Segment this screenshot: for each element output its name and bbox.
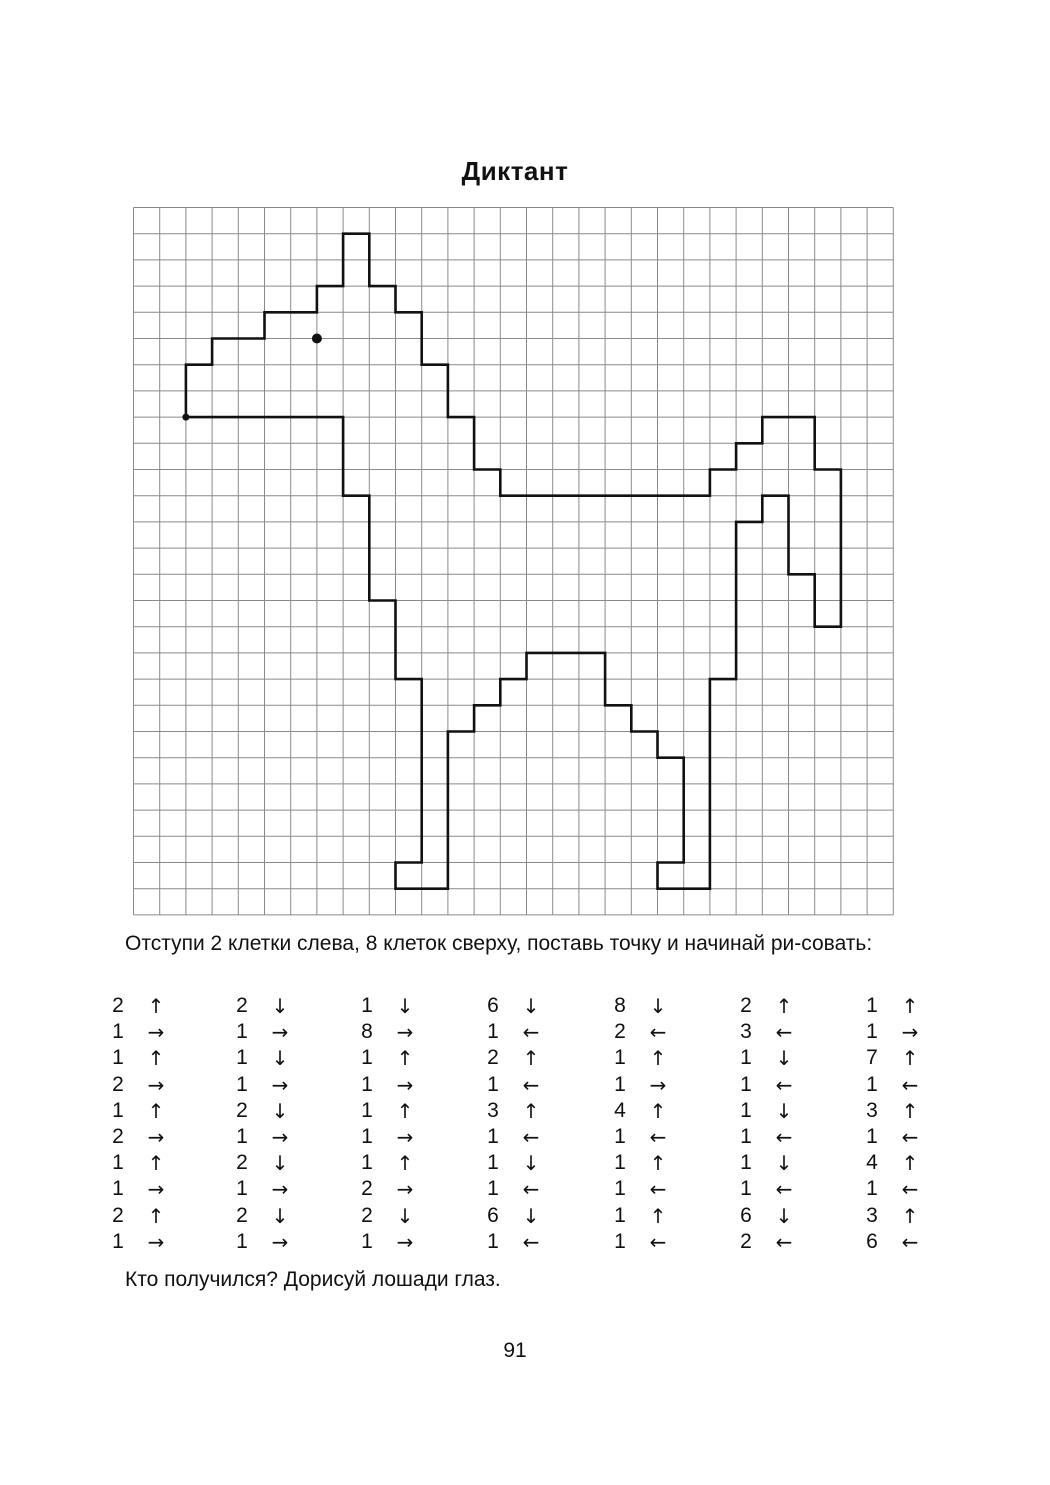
- arrow-up-icon: ↑: [522, 1098, 540, 1123]
- step-count: 1: [614, 1125, 626, 1148]
- step-count: 1: [361, 1125, 373, 1148]
- start-point-dot: [182, 414, 189, 421]
- step-count: 1: [361, 1151, 373, 1175]
- arrow-left-icon: ←: [522, 1020, 540, 1045]
- step-count: 3: [866, 1098, 878, 1122]
- step-count: 1: [487, 1151, 499, 1175]
- arrow-up-icon: ↑: [649, 1098, 667, 1123]
- arrow-down-icon: ↓: [396, 1203, 414, 1228]
- arrow-down-icon: ↓: [396, 994, 414, 1018]
- step-count: 1: [740, 1098, 752, 1122]
- step-count: 7: [866, 1046, 878, 1070]
- arrow-up-icon: ↑: [522, 1046, 540, 1071]
- step-count: 4: [866, 1151, 878, 1175]
- step-count: 1: [487, 1072, 499, 1096]
- arrow-down-icon: ↓: [649, 994, 667, 1018]
- step-count: 4: [614, 1098, 626, 1122]
- arrow-up-icon: ↑: [901, 1151, 919, 1176]
- arrow-up-icon: ↑: [147, 994, 165, 1018]
- instruction-text: Отступи 2 клетки слева, 8 клеток сверху, поставь точку и начинай ри-совать:: [125, 932, 873, 955]
- arrow-up-icon: ↑: [775, 994, 793, 1018]
- arrow-right-icon: →: [147, 1072, 165, 1097]
- arrow-left-icon: ←: [522, 1177, 540, 1202]
- arrow-left-icon: ←: [649, 1020, 667, 1045]
- step-count: 8: [614, 994, 626, 1017]
- arrow-up-icon: ↑: [396, 1151, 414, 1176]
- step-count: 2: [112, 994, 124, 1017]
- arrow-right-icon: →: [396, 1125, 414, 1149]
- arrow-left-icon: ←: [775, 1072, 793, 1097]
- step-count: 2: [361, 1203, 373, 1227]
- step-count: 2: [487, 1046, 499, 1070]
- arrow-left-icon: ←: [522, 1125, 540, 1149]
- arrow-left-icon: ←: [901, 1125, 919, 1149]
- arrow-right-icon: →: [271, 1072, 289, 1097]
- step-count: 1: [361, 1229, 373, 1253]
- step-count: 1: [866, 994, 878, 1017]
- question-text: Кто получился? Дорисуй лошади глаз.: [125, 1268, 501, 1291]
- step-count: 2: [236, 1203, 248, 1227]
- arrow-right-icon: →: [901, 1020, 919, 1045]
- step-count: 1: [740, 1046, 752, 1070]
- step-count: 1: [361, 1046, 373, 1070]
- step-count: 1: [487, 1020, 499, 1044]
- step-count: 2: [740, 1229, 752, 1253]
- arrow-right-icon: →: [147, 1177, 165, 1202]
- arrow-left-icon: ←: [901, 1177, 919, 1202]
- step-count: 8: [361, 1020, 373, 1044]
- step-count: 1: [236, 1072, 248, 1096]
- arrow-up-icon: ↑: [901, 1098, 919, 1123]
- arrow-left-icon: ←: [901, 1072, 919, 1097]
- arrow-up-icon: ↑: [396, 1098, 414, 1123]
- arrow-left-icon: ←: [775, 1229, 793, 1254]
- step-count: 2: [236, 1098, 248, 1122]
- step-count: 2: [614, 1020, 626, 1044]
- step-count: 1: [112, 1046, 124, 1070]
- step-count: 1: [614, 1229, 626, 1253]
- horse-outline: [186, 234, 841, 889]
- arrow-up-icon: ↑: [901, 994, 919, 1018]
- arrow-left-icon: ←: [522, 1072, 540, 1097]
- step-count: 3: [487, 1098, 499, 1122]
- arrow-down-icon: ↓: [775, 1046, 793, 1071]
- step-count: 1: [361, 1098, 373, 1122]
- arrow-right-icon: →: [271, 1177, 289, 1202]
- step-count: 1: [740, 1072, 752, 1096]
- arrow-left-icon: ←: [775, 1125, 793, 1149]
- step-count: 1: [614, 1046, 626, 1070]
- step-count: 1: [361, 1072, 373, 1096]
- arrow-right-icon: →: [147, 1125, 165, 1149]
- step-count: 6: [487, 994, 499, 1017]
- step-count: 2: [112, 1072, 124, 1096]
- step-count: 2: [112, 1125, 124, 1148]
- step-count: 1: [112, 1098, 124, 1122]
- step-count: 1: [487, 1229, 499, 1253]
- arrow-right-icon: →: [147, 1229, 165, 1254]
- page-title: Диктант: [461, 156, 569, 186]
- step-count: 1: [236, 1020, 248, 1044]
- step-count: 2: [112, 1203, 124, 1227]
- step-count: 6: [866, 1229, 878, 1253]
- arrow-left-icon: ←: [775, 1177, 793, 1202]
- step-count: 6: [740, 1203, 752, 1227]
- step-count: 1: [236, 1046, 248, 1070]
- step-count: 1: [866, 1177, 878, 1201]
- step-count: 1: [614, 1072, 626, 1096]
- step-count: 2: [236, 994, 248, 1017]
- step-count: 2: [236, 1151, 248, 1175]
- arrow-left-icon: ←: [901, 1229, 919, 1254]
- step-count: 1: [487, 1125, 499, 1148]
- arrow-down-icon: ↓: [775, 1151, 793, 1176]
- step-count: 1: [361, 994, 373, 1017]
- step-count: 1: [112, 1151, 124, 1175]
- arrow-up-icon: ↑: [147, 1046, 165, 1071]
- arrow-up-icon: ↑: [649, 1046, 667, 1071]
- step-count: 1: [112, 1229, 124, 1253]
- step-count: 1: [112, 1177, 124, 1201]
- step-count: 1: [614, 1177, 626, 1201]
- arrow-up-icon: ↑: [396, 1046, 414, 1071]
- arrow-left-icon: ←: [649, 1177, 667, 1202]
- step-count: 1: [866, 1125, 878, 1148]
- step-count: 1: [236, 1177, 248, 1201]
- arrow-down-icon: ↓: [775, 1098, 793, 1123]
- arrow-right-icon: →: [271, 1020, 289, 1045]
- step-count: 6: [487, 1203, 499, 1227]
- arrow-up-icon: ↑: [147, 1151, 165, 1176]
- step-count: 1: [236, 1125, 248, 1148]
- page-number: 91: [503, 1339, 527, 1362]
- step-count: 1: [866, 1020, 878, 1044]
- horse-eye-dot: [312, 334, 322, 344]
- arrow-left-icon: ←: [649, 1229, 667, 1254]
- arrow-right-icon: →: [396, 1020, 414, 1045]
- arrow-left-icon: ←: [522, 1229, 540, 1254]
- arrow-right-icon: →: [147, 1020, 165, 1045]
- arrow-up-icon: ↑: [147, 1098, 165, 1123]
- arrow-down-icon: ↓: [271, 1203, 289, 1228]
- step-count: 2: [361, 1177, 373, 1201]
- arrow-right-icon: →: [271, 1125, 289, 1149]
- step-count: 3: [866, 1203, 878, 1227]
- arrow-right-icon: →: [396, 1072, 414, 1097]
- arrow-down-icon: ↓: [775, 1203, 793, 1228]
- arrow-down-icon: ↓: [271, 1046, 289, 1071]
- arrow-up-icon: ↑: [649, 1151, 667, 1176]
- arrow-left-icon: ←: [649, 1125, 667, 1149]
- arrow-up-icon: ↑: [901, 1203, 919, 1228]
- step-count: 1: [740, 1151, 752, 1175]
- arrow-up-icon: ↑: [901, 1046, 919, 1071]
- step-count: 2: [740, 994, 752, 1017]
- grid-lines: [134, 208, 894, 915]
- step-count: 1: [740, 1125, 752, 1148]
- step-count: 1: [614, 1151, 626, 1175]
- arrow-down-icon: ↓: [522, 1203, 540, 1228]
- arrow-down-icon: ↓: [522, 1151, 540, 1176]
- arrow-right-icon: →: [396, 1177, 414, 1202]
- arrow-left-icon: ←: [775, 1020, 793, 1045]
- arrow-up-icon: ↑: [147, 1203, 165, 1228]
- step-count: 1: [112, 1020, 124, 1044]
- step-count: 1: [236, 1229, 248, 1253]
- arrow-right-icon: →: [271, 1229, 289, 1254]
- step-count: 1: [614, 1203, 626, 1227]
- arrow-down-icon: ↓: [271, 1098, 289, 1123]
- arrow-right-icon: →: [649, 1072, 667, 1097]
- arrow-down-icon: ↓: [271, 1151, 289, 1176]
- arrow-right-icon: →: [396, 1229, 414, 1254]
- arrow-down-icon: ↓: [522, 994, 540, 1018]
- step-count: 3: [740, 1020, 752, 1044]
- step-count: 1: [740, 1177, 752, 1201]
- arrow-down-icon: ↓: [271, 994, 289, 1018]
- step-count: 1: [487, 1177, 499, 1201]
- arrow-up-icon: ↑: [649, 1203, 667, 1228]
- step-count: 1: [866, 1072, 878, 1096]
